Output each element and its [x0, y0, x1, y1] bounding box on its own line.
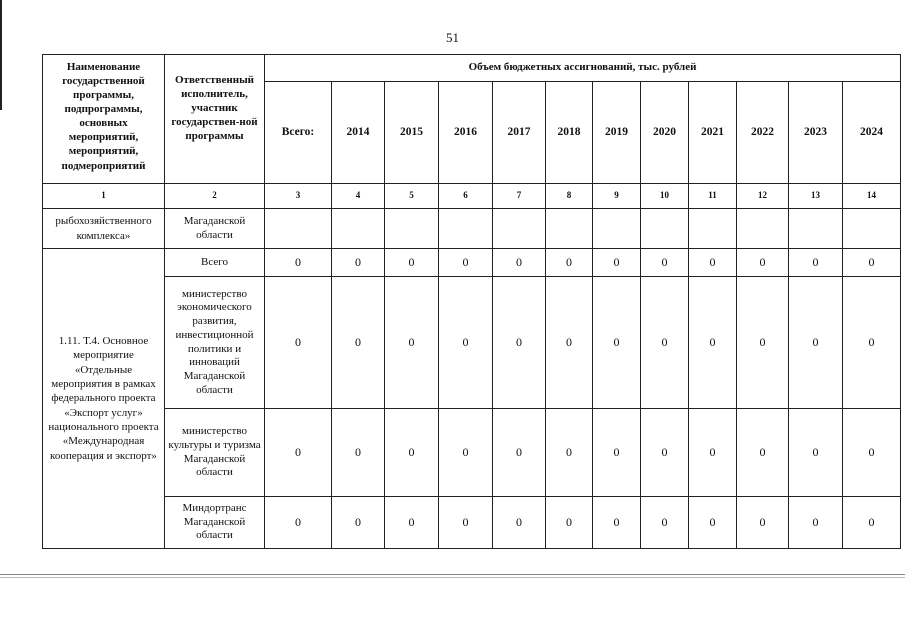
value-cell: 0 — [641, 409, 689, 497]
value-cell: 0 — [593, 249, 641, 277]
table-row-culture — [43, 409, 901, 497]
budget-table — [42, 54, 901, 549]
value-cell: 0 — [332, 497, 385, 549]
header-budget-title: Объем бюджетных ассигнований, тыс. рублей — [265, 55, 901, 82]
column-number: 12 — [737, 184, 789, 209]
empty-cell — [593, 209, 641, 249]
empty-cell — [385, 209, 439, 249]
value-cell: 0 — [789, 249, 843, 277]
empty-cell — [641, 209, 689, 249]
value-cell: 0 — [546, 497, 593, 549]
value-cell: 0 — [439, 277, 493, 409]
value-cell: 0 — [789, 497, 843, 549]
header-row-main — [43, 55, 901, 82]
value-cell: 0 — [265, 277, 332, 409]
value-cell: 0 — [439, 249, 493, 277]
value-cell: 0 — [641, 277, 689, 409]
table-row-continuation — [43, 209, 901, 249]
value-cell: 0 — [332, 249, 385, 277]
value-cell: 0 — [689, 249, 737, 277]
value-cell: 0 — [843, 249, 901, 277]
empty-cell — [439, 209, 493, 249]
header-year: 2014 — [332, 82, 385, 184]
value-cell: 0 — [641, 249, 689, 277]
table-row-economy — [43, 277, 901, 409]
value-cell: 0 — [493, 409, 546, 497]
value-cell: 0 — [789, 277, 843, 409]
empty-cell — [332, 209, 385, 249]
header-year: 2016 — [439, 82, 493, 184]
column-number: 9 — [593, 184, 641, 209]
left-margin-rule — [0, 0, 2, 110]
value-cell: 0 — [593, 497, 641, 549]
responsible-cell: министерство экономического развития, инвестиционной политики и инноваций Магаданской области — [165, 277, 265, 409]
column-number: 5 — [385, 184, 439, 209]
value-cell: 0 — [737, 249, 789, 277]
value-cell: 0 — [689, 497, 737, 549]
value-cell: 0 — [265, 249, 332, 277]
value-cell: 0 — [689, 409, 737, 497]
value-cell: 0 — [332, 277, 385, 409]
column-number: 11 — [689, 184, 737, 209]
column-number: 2 — [165, 184, 265, 209]
responsible-cell: Магаданской области — [165, 209, 265, 249]
page-bottom-rule — [0, 577, 905, 578]
value-cell: 0 — [265, 409, 332, 497]
header-year: 2019 — [593, 82, 641, 184]
header-year: Всего: — [265, 82, 332, 184]
value-cell: 0 — [265, 497, 332, 549]
table-row-roads — [43, 497, 901, 549]
column-number: 7 — [493, 184, 546, 209]
column-number-row — [43, 184, 901, 209]
header-year: 2018 — [546, 82, 593, 184]
header-year: 2017 — [493, 82, 546, 184]
value-cell: 0 — [493, 277, 546, 409]
value-cell: 0 — [789, 409, 843, 497]
header-program-name: Наименование государственной программы, подпрограммы, основных мероприятий, мероприятий, подмероприятий — [43, 55, 165, 184]
value-cell: 0 — [641, 497, 689, 549]
empty-cell — [265, 209, 332, 249]
column-number: 10 — [641, 184, 689, 209]
value-cell: 0 — [385, 277, 439, 409]
value-cell: 0 — [546, 277, 593, 409]
value-cell: 0 — [385, 497, 439, 549]
measure-name: 1.11. Т.4. Основное мероприятие «Отдельные мероприятия в рамках федерального проекта «Экспорт услуг» национального проекта «Международная кооперация и экспорт» — [43, 249, 165, 549]
value-cell: 0 — [332, 409, 385, 497]
table-row-total — [43, 249, 901, 277]
value-cell: 0 — [546, 409, 593, 497]
column-number: 1 — [43, 184, 165, 209]
value-cell: 0 — [493, 497, 546, 549]
page-number: 51 — [446, 30, 459, 45]
value-cell: 0 — [439, 497, 493, 549]
header-responsible: Ответственный исполнитель, участник государствен-ной программы — [165, 55, 265, 184]
column-number: 6 — [439, 184, 493, 209]
value-cell: 0 — [737, 409, 789, 497]
header-year: 2015 — [385, 82, 439, 184]
column-number: 8 — [546, 184, 593, 209]
value-cell: 0 — [385, 249, 439, 277]
value-cell: 0 — [546, 249, 593, 277]
page-bottom-rule — [0, 574, 905, 575]
value-cell: 0 — [843, 277, 901, 409]
empty-cell — [689, 209, 737, 249]
empty-cell — [546, 209, 593, 249]
value-cell: 0 — [439, 409, 493, 497]
value-cell: 0 — [843, 497, 901, 549]
value-cell: 0 — [385, 409, 439, 497]
column-number: 13 — [789, 184, 843, 209]
header-year: 2020 — [641, 82, 689, 184]
responsible-cell: Миндортранс Магаданской области — [165, 497, 265, 549]
header-year: 2022 — [737, 82, 789, 184]
value-cell: 0 — [593, 277, 641, 409]
empty-cell — [789, 209, 843, 249]
value-cell: 0 — [593, 409, 641, 497]
value-cell: 0 — [737, 277, 789, 409]
responsible-cell: Всего — [165, 249, 265, 277]
header-year: 2021 — [689, 82, 737, 184]
empty-cell — [737, 209, 789, 249]
program-name-continuation: рыбохозяйственного комплекса» — [43, 209, 165, 249]
header-year: 2024 — [843, 82, 901, 184]
column-number: 4 — [332, 184, 385, 209]
value-cell: 0 — [493, 249, 546, 277]
value-cell: 0 — [689, 277, 737, 409]
column-number: 14 — [843, 184, 901, 209]
empty-cell — [843, 209, 901, 249]
value-cell: 0 — [843, 409, 901, 497]
column-number: 3 — [265, 184, 332, 209]
empty-cell — [493, 209, 546, 249]
responsible-cell: министерство культуры и туризма Магаданской области — [165, 409, 265, 497]
header-year: 2023 — [789, 82, 843, 184]
value-cell: 0 — [737, 497, 789, 549]
